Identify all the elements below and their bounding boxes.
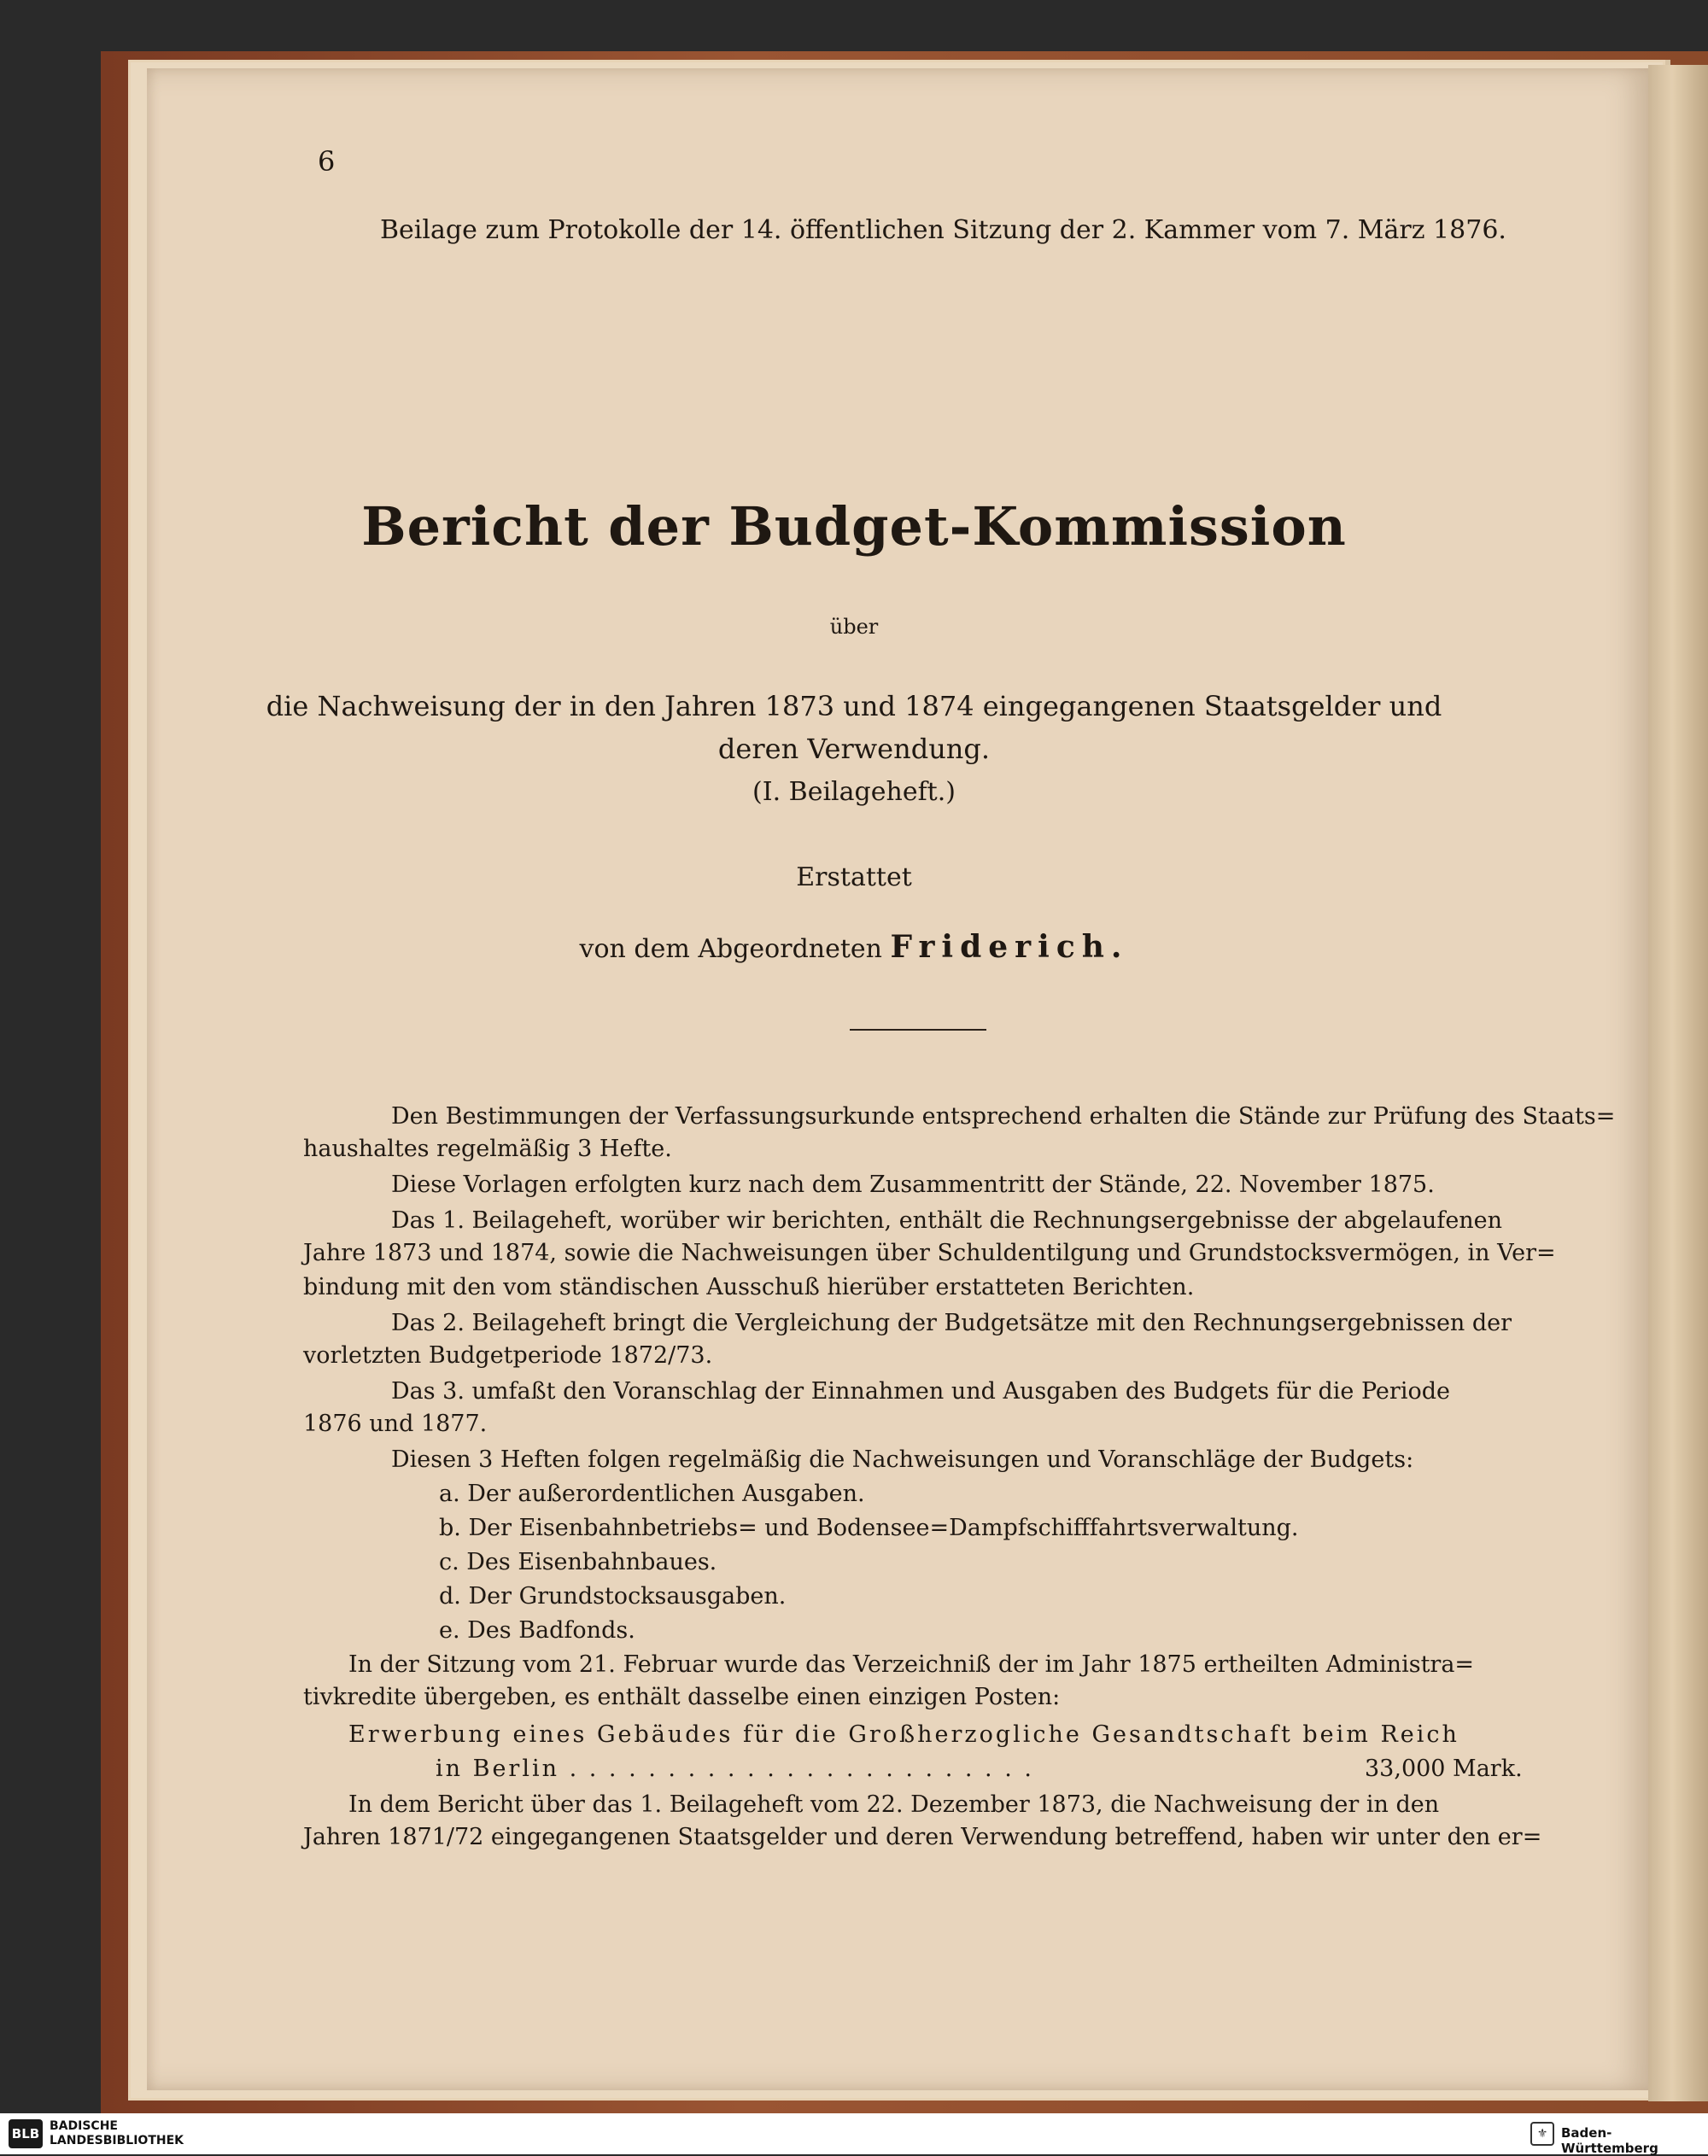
credit-amount: 33,000 Mark. <box>1365 1756 1523 1782</box>
body-line: Jahren 1871/72 eingegangenen Staatsgelder und deren Verwendung betreffend, haben wir unter den er= <box>303 1824 1542 1850</box>
credit-item-line: in Berlin . . . . . . . . . . . . . . . . . . . . . . . . <box>436 1756 1034 1782</box>
report-title: Bericht der Budget-Kommission <box>361 495 1347 558</box>
author-line <box>0 929 1708 965</box>
page-edge <box>1648 65 1708 2101</box>
body-line: Diesen 3 Heften folgen regelmäßig die Nachweisungen und Voranschläge der Budgets: <box>391 1446 1414 1473</box>
body-line: In der Sitzung vom 21. Februar wurde das Verzeichniß der im Jahr 1875 ertheilten Administra= <box>348 1651 1475 1678</box>
running-header: Beilage zum Protokolle der 14. öffentlichen Sitzung der 2. Kammer vom 7. März 1876. <box>380 215 1506 245</box>
body-line: Den Bestimmungen der Verfassungsurkunde entsprechend erhalten die Stände zur Prüfung des Staats= <box>391 1103 1616 1130</box>
footer-bar <box>0 2113 1708 2154</box>
body-line: vorletzten Budgetperiode 1872/73. <box>303 1342 713 1369</box>
blb-logo-icon[interactable]: BLB <box>9 2119 43 2148</box>
list-item: d. Der Grundstocksausgaben. <box>439 1583 787 1610</box>
body-line: tivkredite übergeben, es enthält dasselbe einen einzigen Posten: <box>303 1684 1061 1710</box>
list-item: e. Des Badfonds. <box>439 1617 635 1644</box>
body-line: Diese Vorlagen erfolgten kurz nach dem Zusammentritt der Stände, 22. November 1875. <box>391 1171 1435 1198</box>
body-line: bindung mit den vom ständischen Ausschuß hierüber erstatteten Berichten. <box>303 1274 1195 1300</box>
library-name <box>50 2119 272 2148</box>
list-item: b. Der Eisenbahnbetriebs= und Bodensee=Dampfschifffahrtsverwaltung. <box>439 1515 1299 1541</box>
subject-line-2: deren Verwendung. <box>717 733 991 765</box>
beilageheft-label: (I. Beilageheft.) <box>752 777 956 807</box>
library-name-line-1: BADISCHE <box>50 2119 118 2133</box>
list-item: a. Der außerordentlichen Ausgaben. <box>439 1481 865 1507</box>
erstattet-label: Erstattet <box>796 862 912 892</box>
subject-line-1: die Nachweisung der in den Jahren 1873 und 1874 eingegangenen Staatsgelder und <box>266 690 1442 722</box>
library-name-line-2: LANDESBIBLIOTHEK <box>50 2134 184 2147</box>
credit-item-line: Erwerbung eines Gebäudes für die Großherzogliche Gesandtschaft beim Reich <box>348 1721 1459 1748</box>
body-line: Jahre 1873 und 1874, sowie die Nachweisungen über Schuldentilgung und Grundstocksvermögen, in Ver= <box>303 1240 1556 1266</box>
divider-rule <box>850 1029 986 1031</box>
body-line: Das 3. umfaßt den Voranschlag der Einnahmen und Ausgaben des Budgets für die Periode <box>391 1378 1450 1405</box>
state-name[interactable]: Baden-Württemberg <box>1561 2125 1658 2156</box>
body-line: Das 1. Beilageheft, worüber wir berichten, enthält die Rechnungsergebnisse der abgelaufenen <box>391 1207 1503 1234</box>
body-line: haushaltes regelmäßig 3 Hefte. <box>303 1136 672 1162</box>
list-item: c. Des Eisenbahnbaues. <box>439 1549 717 1575</box>
document-page <box>147 68 1648 2090</box>
author-name: Friderich. <box>890 929 1129 965</box>
body-line: In dem Bericht über das 1. Beilageheft vom 22. Dezember 1873, die Nachweisung der in den <box>348 1791 1440 1818</box>
author-prefix: von dem Abgeordneten <box>579 934 882 964</box>
body-line: Das 2. Beilageheft bringt die Vergleichung der Budgetsätze mit den Rechnungsergebnissen der <box>391 1310 1512 1336</box>
page-number: 6 <box>318 145 336 178</box>
body-line: 1876 und 1877. <box>303 1411 488 1437</box>
coat-of-arms-icon: ⚜ <box>1530 2122 1554 2146</box>
title-connector: über <box>829 615 879 639</box>
